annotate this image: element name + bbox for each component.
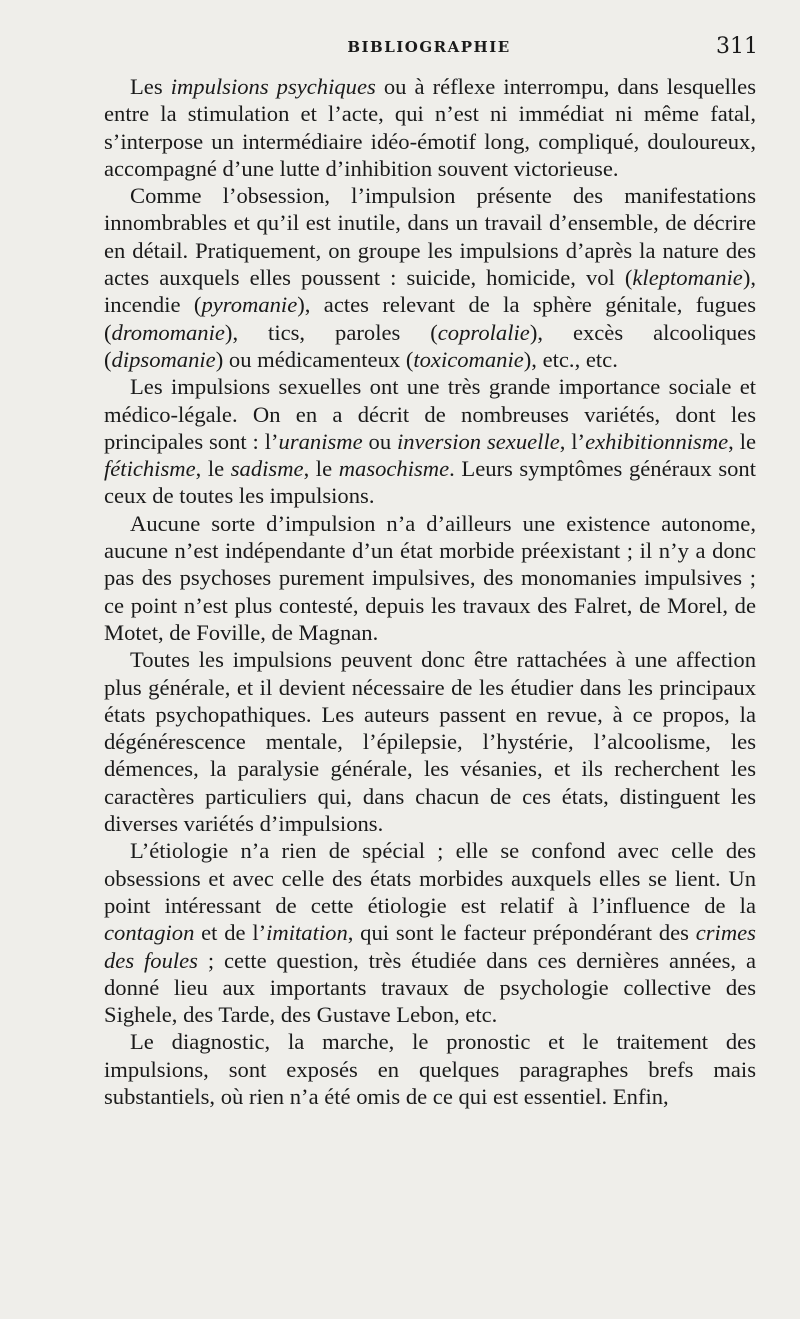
running-title: BIBLIOGRAPHIE — [347, 38, 511, 56]
paragraph — [104, 73, 756, 182]
italic-term: masochisme — [338, 456, 450, 482]
text-run: Les impulsions sexuelles ont une très grande importance sociale et médico-légale. On en a décrit de nombreuses variétés, dont les principales sont : l’ — [104, 374, 756, 454]
italic-term: inversion sexuelle — [397, 428, 560, 454]
text-run: , le — [195, 456, 231, 482]
text-run: L’étiologie n’a rien de spécial ; elle se confond avec celle des obsessions et avec celle des états morbides auxquels elles se lient. Un point intéressant de cette étiologie est relatif à l’influence de la — [104, 838, 756, 918]
text-run: , le — [303, 456, 339, 482]
text-run: Comme l’obsession, l’impulsion présente des manifestations innombrables et qu’il est inutile, dans un travail d’ensemble, de décrire en détail. Pratiquement, on groupe les impulsions d’après la nature des actes auxquels elles poussent : suicide, homicide, vol ( — [104, 183, 756, 291]
italic-term: sadisme — [230, 456, 304, 482]
italic-term: imitation — [266, 920, 348, 946]
text-run: Toutes les impulsions peuvent donc être rattachées à une affection plus générale, et il devient nécessaire de les étudier dans les principaux états psychopathiques. Les auteurs passent en revue, à ce propos, la dégénérescence mentale, l’épilepsie, l’hystérie, l’alcoolisme, les démences, la paralysie générale, les vésanies, et ils recherchent les caractères particuliers qui, dans chacun de ces états, distinguent les diverses variétés d’impulsions. — [104, 647, 756, 837]
paragraph — [104, 373, 756, 509]
text-run: , qui sont le facteur prépondérant des — [347, 920, 696, 946]
text-run: , le — [728, 428, 757, 454]
italic-term: contagion — [104, 920, 195, 946]
italic-term: coprolalie — [437, 319, 530, 345]
text-run: ), etc., etc. — [523, 346, 618, 372]
text-run: Le diagnostic, la marche, le pronostic et le traitement des impulsions, sont exposés en quelques paragraphes brefs mais substantiels, où rien n’a été omis de ce qui est essentiel. Enfin, — [104, 1029, 756, 1109]
italic-term: toxicomanie — [413, 346, 524, 372]
italic-term: uranisme — [278, 428, 363, 454]
text-run: Aucune sorte d’impulsion n’a d’ailleurs une existence autonome, aucune n’est indépendante d’un état morbide préexistant ; il n’y a donc pas des psychoses purement impulsives, des monomanies impulsives ; ce point n’est plus contesté, depuis les travaux des Falret, de Morel, de Motet, de Foville, de Magnan. — [104, 510, 756, 645]
text-run: , l’ — [559, 428, 586, 454]
text-run: ou — [362, 428, 398, 454]
paragraph — [104, 1028, 756, 1110]
text-run: ), actes relevant de la sphère génitale, fugues ( — [104, 292, 756, 345]
text-run: et de l’ — [194, 920, 267, 946]
italic-term: dipsomanie — [111, 346, 216, 372]
italic-term: dromomanie — [111, 319, 225, 345]
paragraph — [104, 182, 756, 373]
page-number: 311 — [716, 34, 758, 59]
paragraph — [104, 646, 756, 837]
italic-term: exhibitionnisme — [585, 428, 729, 454]
italic-term: impulsions psychiques — [170, 74, 376, 99]
page-header — [100, 34, 758, 60]
paragraph — [104, 510, 756, 646]
italic-term: fétichisme — [104, 456, 196, 482]
body-text — [104, 73, 756, 1110]
paragraph — [104, 837, 756, 1028]
text-run: ), excès alcooliques ( — [104, 319, 756, 372]
text-run: ou à réflexe interrompu, dans lesquelles entre la stimulation et l’acte, qui n’est ni immédiat ni même fatal, s’interpose un intermédiaire idéo-émotif long, compliqué, douloureux, accompagné d’une lutte d’inhibition souvent victorieuse. — [104, 74, 756, 181]
italic-term: kleptomanie — [632, 265, 743, 291]
text-run: . Leurs symptômes généraux sont ceux de toutes les impulsions. — [104, 456, 756, 509]
italic-term: crimes des foules — [104, 920, 756, 973]
italic-term: pyromanie — [201, 292, 298, 318]
text-run: ; cette question, très étudiée dans ces dernières années, a donné lieu aux importants travaux de psychologie collective des Sighele, des Tarde, des Gustave Lebon, etc. — [104, 947, 756, 1028]
text-run: ), tics, paroles ( — [224, 319, 438, 345]
text-run: ), incendie ( — [104, 265, 756, 318]
text-run: ) ou médicamenteux ( — [215, 346, 414, 372]
text-run: Les — [130, 74, 171, 99]
